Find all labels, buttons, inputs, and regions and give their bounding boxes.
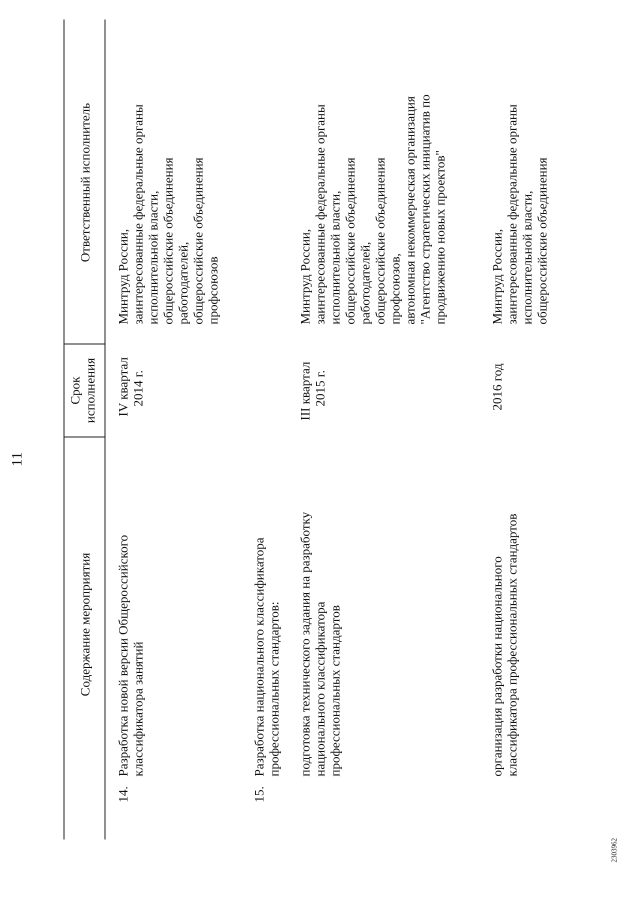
row-content: организация разработки национального xyxy=(489,556,505,777)
row-responsible: исполнительной власти, xyxy=(145,190,161,325)
row-responsible: Минтруд России, xyxy=(115,228,131,325)
row-responsible: автономная некоммерческая организация xyxy=(402,96,418,325)
row-responsible: профсоюзов xyxy=(205,256,221,325)
row-responsible: общероссийские объединения xyxy=(372,157,388,325)
header-deadline-1: Срок xyxy=(67,376,83,405)
row-responsible: Минтруд России, xyxy=(297,228,313,325)
row-content: профессиональных стандартов xyxy=(327,605,343,777)
header-deadline-2: исполнения xyxy=(82,357,98,424)
col-divider-1 xyxy=(64,437,106,438)
row-number: 15. xyxy=(251,786,267,803)
page-number: 11 xyxy=(9,452,26,467)
row-content: подготовка технического задания на разработку xyxy=(297,511,313,777)
row-responsible: исполнительной власти, xyxy=(519,190,535,325)
row-content: классификатора занятий xyxy=(130,641,146,777)
row-responsible: работодателей, xyxy=(357,241,373,325)
rotated-page xyxy=(1,0,640,905)
row-number: 14. xyxy=(115,786,131,803)
row-content: классификатора профессиональных стандартов xyxy=(504,513,520,777)
row-responsible: общероссийские объединения xyxy=(342,157,358,325)
row-content: национального классификатора xyxy=(312,601,328,777)
row-responsible: общероссийские объединения xyxy=(534,157,550,325)
row-responsible: "Агентство стратегических инициатив по xyxy=(417,94,433,325)
row-responsible: работодателей, xyxy=(175,241,191,325)
document-code: 2303962 xyxy=(610,838,619,863)
row-deadline: 2014 г. xyxy=(130,370,146,407)
row-responsible: общероссийские объединения xyxy=(190,157,206,325)
row-responsible: общероссийские объединения xyxy=(160,157,176,325)
row-content: профессиональных стандартов: xyxy=(266,601,282,777)
row-deadline: III квартал xyxy=(297,361,313,421)
row-deadline: IV квартал xyxy=(115,357,131,417)
row-responsible: заинтересованные федеральные органы xyxy=(130,104,146,325)
header-bottom-border xyxy=(105,20,106,840)
header-content: Содержание мероприятия xyxy=(77,552,93,697)
header-responsible: Ответственный исполнитель xyxy=(77,102,93,263)
row-content: Разработка национального классификатора xyxy=(251,537,267,777)
row-responsible: продвижению новых проектов" xyxy=(432,150,448,325)
table-top-border xyxy=(64,20,65,840)
row-responsible: профсоюзов, xyxy=(387,253,403,325)
row-responsible: Минтруд России, xyxy=(489,228,505,325)
row-deadline: 2015 г. xyxy=(312,370,328,407)
row-deadline: 2016 год xyxy=(489,363,505,411)
row-responsible: заинтересованные федеральные органы xyxy=(504,104,520,325)
row-responsible: заинтересованные федеральные органы xyxy=(312,104,328,325)
row-content: Разработка новой версии Общероссийского xyxy=(115,534,131,777)
row-responsible: исполнительной власти, xyxy=(327,190,343,325)
